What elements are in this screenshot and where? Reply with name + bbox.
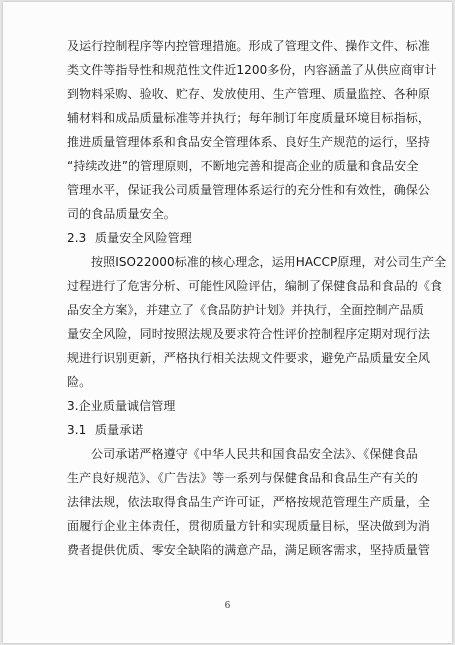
- section-number: 3.1: [67, 423, 87, 437]
- section-number: 2.3: [67, 231, 87, 245]
- text-line: 类文件等指导性和规范性文件近1200多份，内容涵盖了从供应商审计: [67, 63, 437, 77]
- text-line: 推进质量管理体系和食品安全管理体系、良好生产规范的运行，坚持: [67, 135, 431, 149]
- text-line: 品安全方案》，并建立了《食品防护计划》并执行，全面控制产品质: [67, 303, 425, 317]
- section-heading-3-1: [67, 418, 400, 442]
- text-line: 司的食品质量安全。: [67, 207, 176, 221]
- text-line: 险。: [67, 375, 92, 389]
- page-number: 6: [224, 601, 231, 611]
- text-line: 到物料采购、验收、贮存、发放使用、生产管理、质量监控、各种原: [67, 87, 431, 101]
- text-line: 规进行识别更新，严格执行相关法规文件要求，避免产品质量安全风: [67, 351, 431, 365]
- text-line: 按照ISO22000标准的核心理念，运用HACCP原理，对公司生产全: [91, 255, 447, 269]
- section-heading-3: [67, 394, 400, 418]
- page-body: [67, 34, 447, 562]
- text-line: 费者提供优质、零安全缺陷的满意产品，满足顾客需求，坚持质量管: [67, 543, 431, 557]
- paragraph-quality-commitment: [67, 442, 431, 562]
- text-line: 法律法规，依法取得食品生产许可证，严格按规范管理生产质量，全: [67, 495, 431, 509]
- text-line: 面履行企业主体责任，贯彻质量方针和实现质量目标，坚决做到为消: [67, 519, 431, 533]
- paragraph-risk-management: [67, 250, 447, 394]
- text-line: 生产良好规范》、《广告法》等一系列与保健食品和食品生产有关的: [67, 471, 419, 485]
- text-line: 过程进行了危害分析、可能性风险评估，编制了保健食品和食品的《食: [67, 279, 443, 293]
- section-title: 质量安全风险管理: [95, 231, 192, 245]
- text-line: 量安全风险，同时按照法规及要求符合性评价控制程序定期对现行法: [67, 327, 431, 341]
- text-line: 及运行控制程序等内控管理措施。形成了管理文件、操作文件、标准: [67, 39, 431, 53]
- section-title: 3.企业质量诚信管理: [67, 399, 176, 413]
- document-page: [3, 2, 452, 643]
- text-line: 辅材料和成品质量标准等并执行；每年制订年度质量环境目标指标，: [67, 111, 431, 125]
- text-line: 公司承诺严格遵守《中华人民共和国食品安全法》、《保健食品: [91, 447, 418, 461]
- text-line: “持续改进”的管理原则，不断地完善和提高企业的质量和食品安全: [67, 159, 419, 173]
- section-heading-2-3: [67, 226, 400, 250]
- text-line: 管理水平，保证我公司质量管理体系运行的充分性和有效性，确保公: [67, 183, 431, 197]
- section-title: 质量承诺: [95, 423, 144, 437]
- paragraph-quality-system: [67, 34, 437, 226]
